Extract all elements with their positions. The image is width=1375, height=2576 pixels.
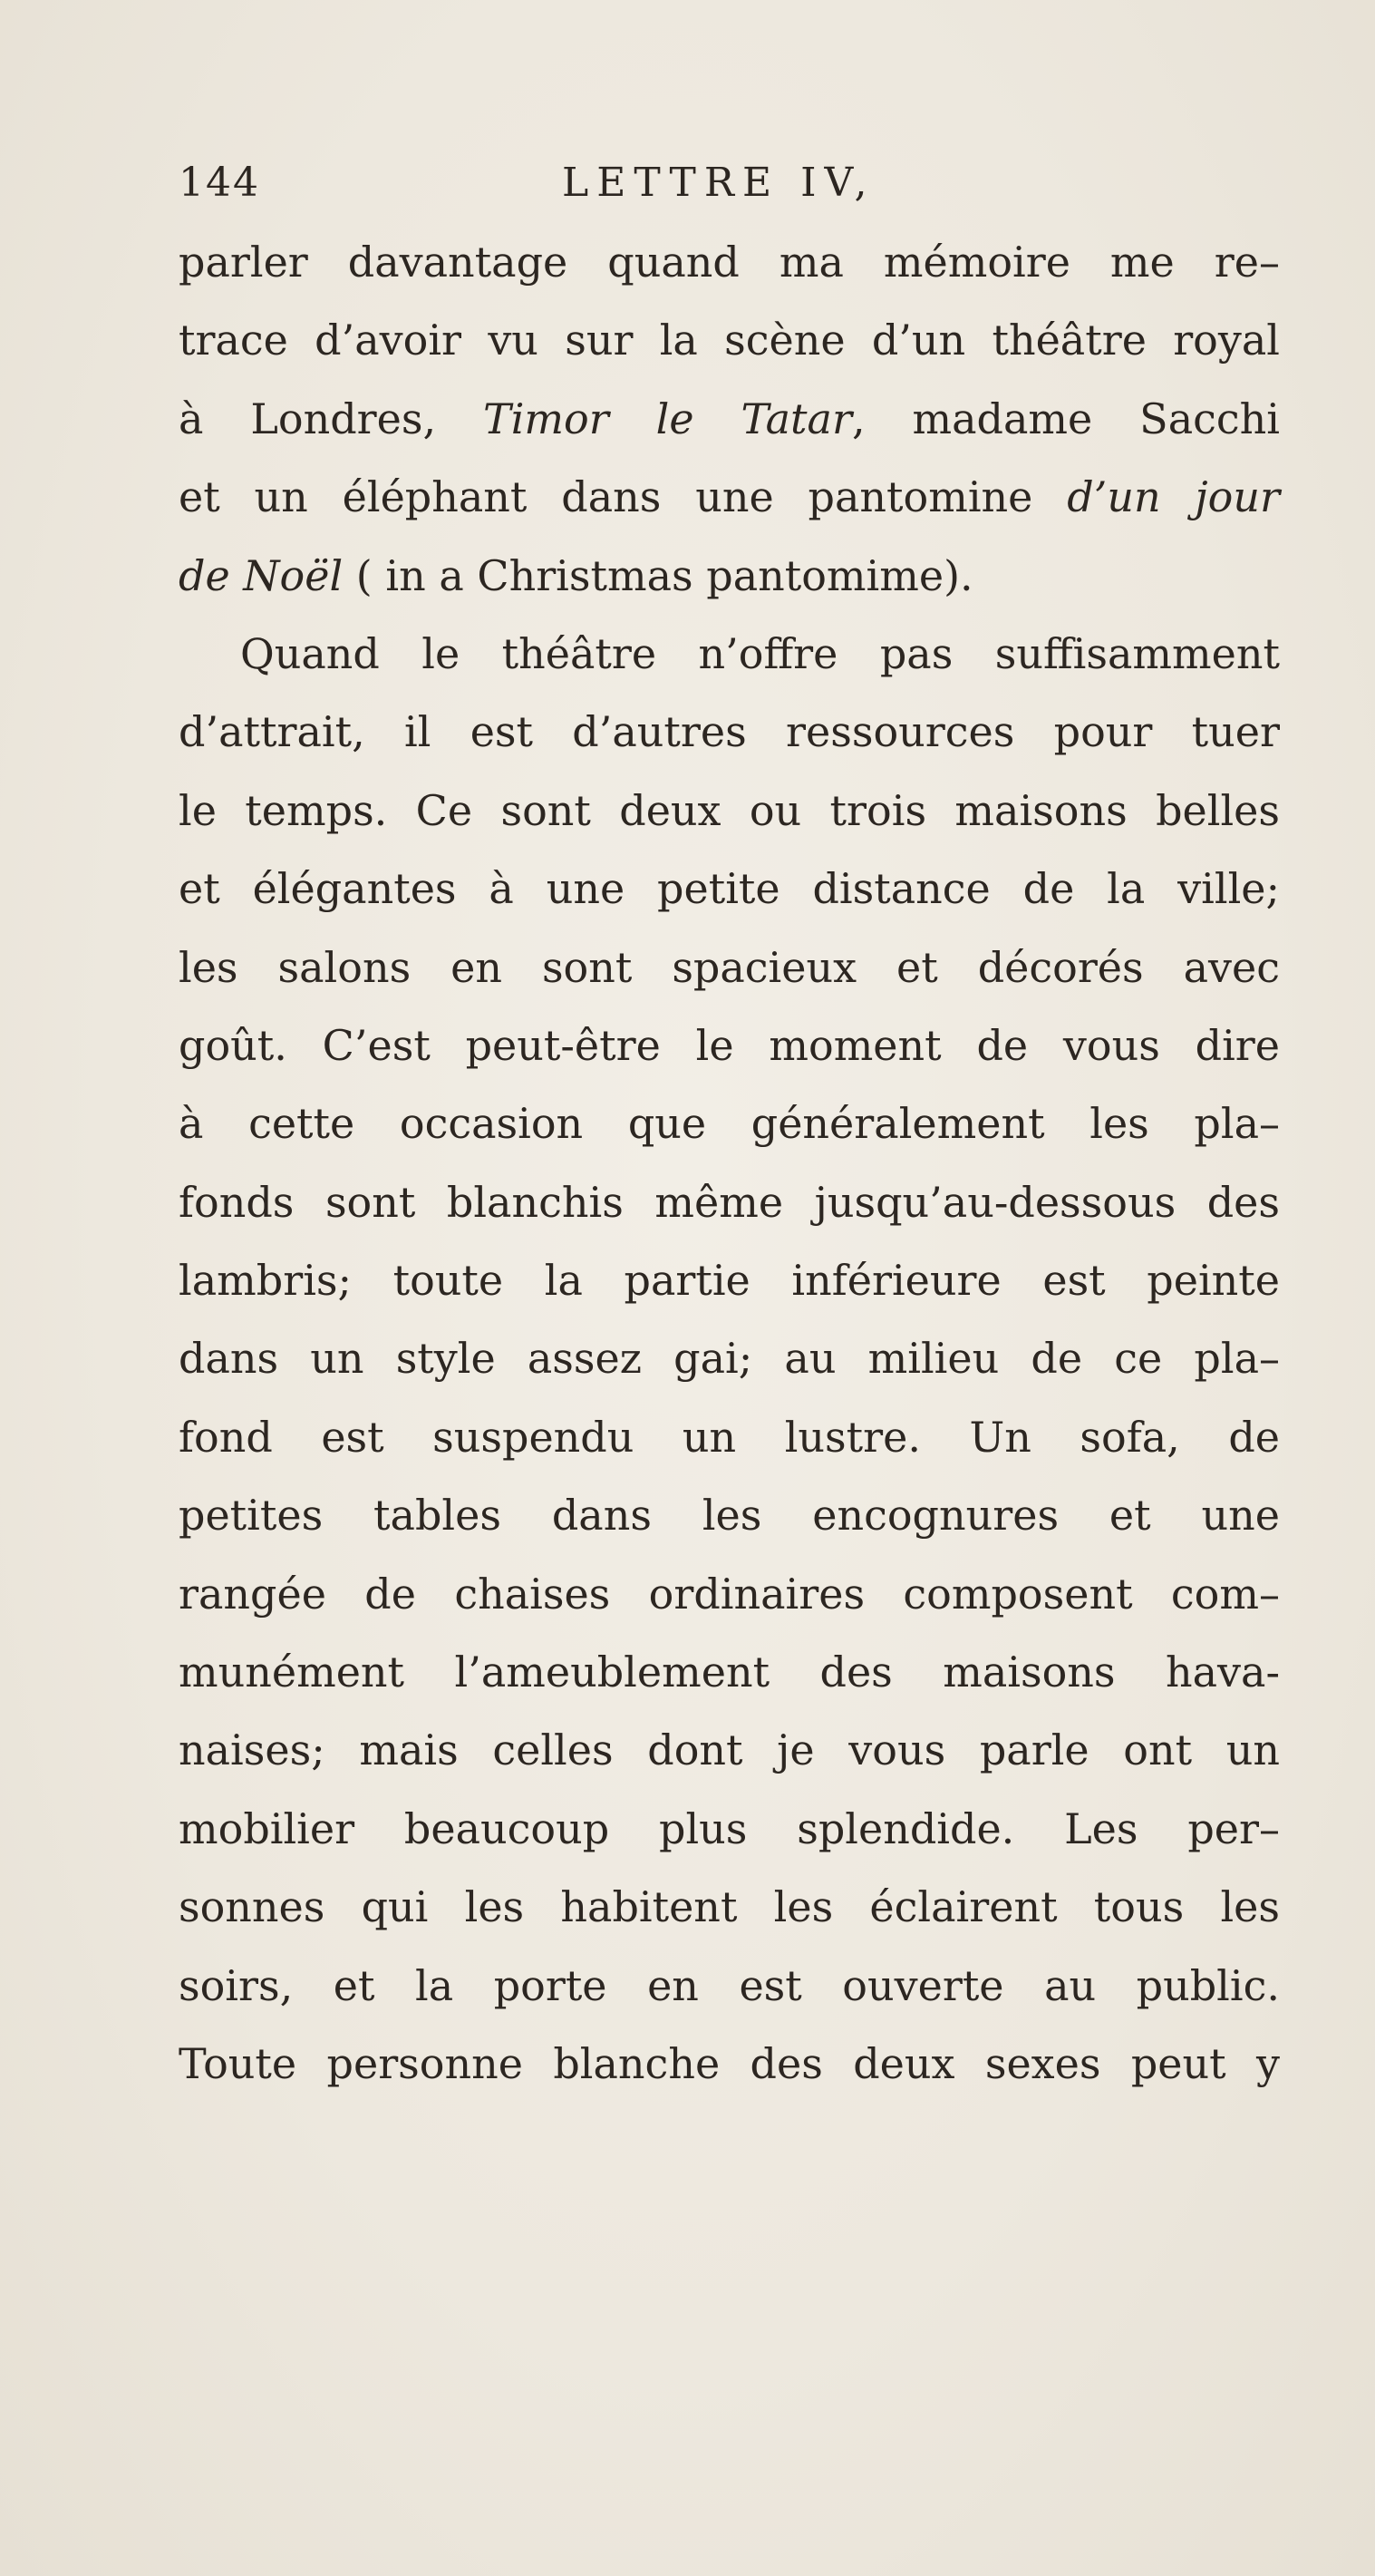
text-line: [179, 1555, 1280, 1633]
text-line: [179, 1241, 1280, 1319]
text-line: [179, 1084, 1280, 1162]
text-segment: rangée de chaises ordinaires composent com–: [179, 1569, 1280, 1619]
text-segment: petites tables dans les encognures et une: [179, 1491, 1280, 1541]
text-line: [179, 928, 1280, 1006]
text-segment: fond est suspendu un lustre. Un sofa, de: [179, 1412, 1280, 1462]
text-segment: fonds sont blanchis même jusqu’au-dessous des: [179, 1177, 1280, 1227]
italic-text-segment: Timor le Tatar: [483, 394, 852, 443]
body-text: [179, 223, 1280, 2103]
text-line: [179, 850, 1280, 928]
text-segment: à cette occasion que généralement les pla–: [179, 1099, 1280, 1149]
text-line: [179, 2025, 1280, 2103]
text-line: [179, 380, 1280, 458]
text-segment: lambris; toute la partie inférieure est peinte: [179, 1256, 1280, 1306]
text-segment: trace d’avoir vu sur la scène d’un théâtre royal: [179, 316, 1280, 365]
text-line: [179, 458, 1280, 536]
text-segment: soirs, et la porte en est ouverte au public.: [179, 1960, 1280, 2010]
text-segment: sonnes qui les habitent les éclairent tous les: [179, 1882, 1280, 1932]
text-line: [179, 301, 1280, 379]
text-segment: et un éléphant dans une pantomine: [179, 472, 1068, 522]
text-line: [179, 1947, 1280, 2025]
text-line: [179, 1790, 1280, 1868]
page-header: [179, 152, 1280, 225]
text-line: [179, 1868, 1280, 1946]
text-segment: naises; mais celles dont je vous parle ont un: [179, 1725, 1280, 1775]
text-line: [179, 1006, 1280, 1084]
text-segment: les salons en sont spacieux et décorés avec: [179, 942, 1280, 992]
italic-text-segment: de Noël: [179, 550, 344, 600]
text-segment: d’attrait, il est d’autres ressources pour tuer: [179, 707, 1280, 757]
text-line: [179, 615, 1280, 693]
running-title: LETTRE IV,: [562, 160, 876, 206]
text-line: [179, 1398, 1280, 1476]
text-segment: parler davantage quand ma mémoire me re–: [179, 238, 1280, 287]
text-line: [179, 1711, 1280, 1789]
text-segment: Toute personne blanche des deux sexes peut y: [179, 2038, 1280, 2088]
italic-text-segment: d’un jour: [1067, 472, 1280, 522]
text-segment: le temps. Ce sont deux ou trois maisons belles: [179, 785, 1280, 835]
text-line: [179, 1163, 1280, 1241]
text-segment: dans un style assez gai; au milieu de ce pla–: [179, 1334, 1280, 1384]
text-segment: ( in a Christmas pantomime).: [343, 550, 973, 600]
text-segment: Quand le théâtre n’offre pas suffisamment: [240, 628, 1280, 678]
page-number: 144: [179, 160, 260, 206]
text-segment: mobilier beaucoup plus splendide. Les per–: [179, 1803, 1280, 1853]
text-line: [179, 693, 1280, 771]
text-line: [179, 1319, 1280, 1397]
text-line: [179, 537, 1280, 615]
text-segment: goût. C’est peut-être le moment de vous dire: [179, 1020, 1280, 1070]
text-segment: et élégantes à une petite distance de la ville;: [179, 864, 1280, 914]
text-segment: à Londres,: [179, 394, 484, 443]
text-line: [179, 772, 1280, 850]
text-segment: munément l’ameublement des maisons hava-: [179, 1648, 1280, 1697]
text-line: [179, 1476, 1280, 1554]
text-segment: , madame Sacchi: [851, 394, 1280, 443]
text-line: [179, 223, 1280, 301]
text-line: [179, 1633, 1280, 1711]
